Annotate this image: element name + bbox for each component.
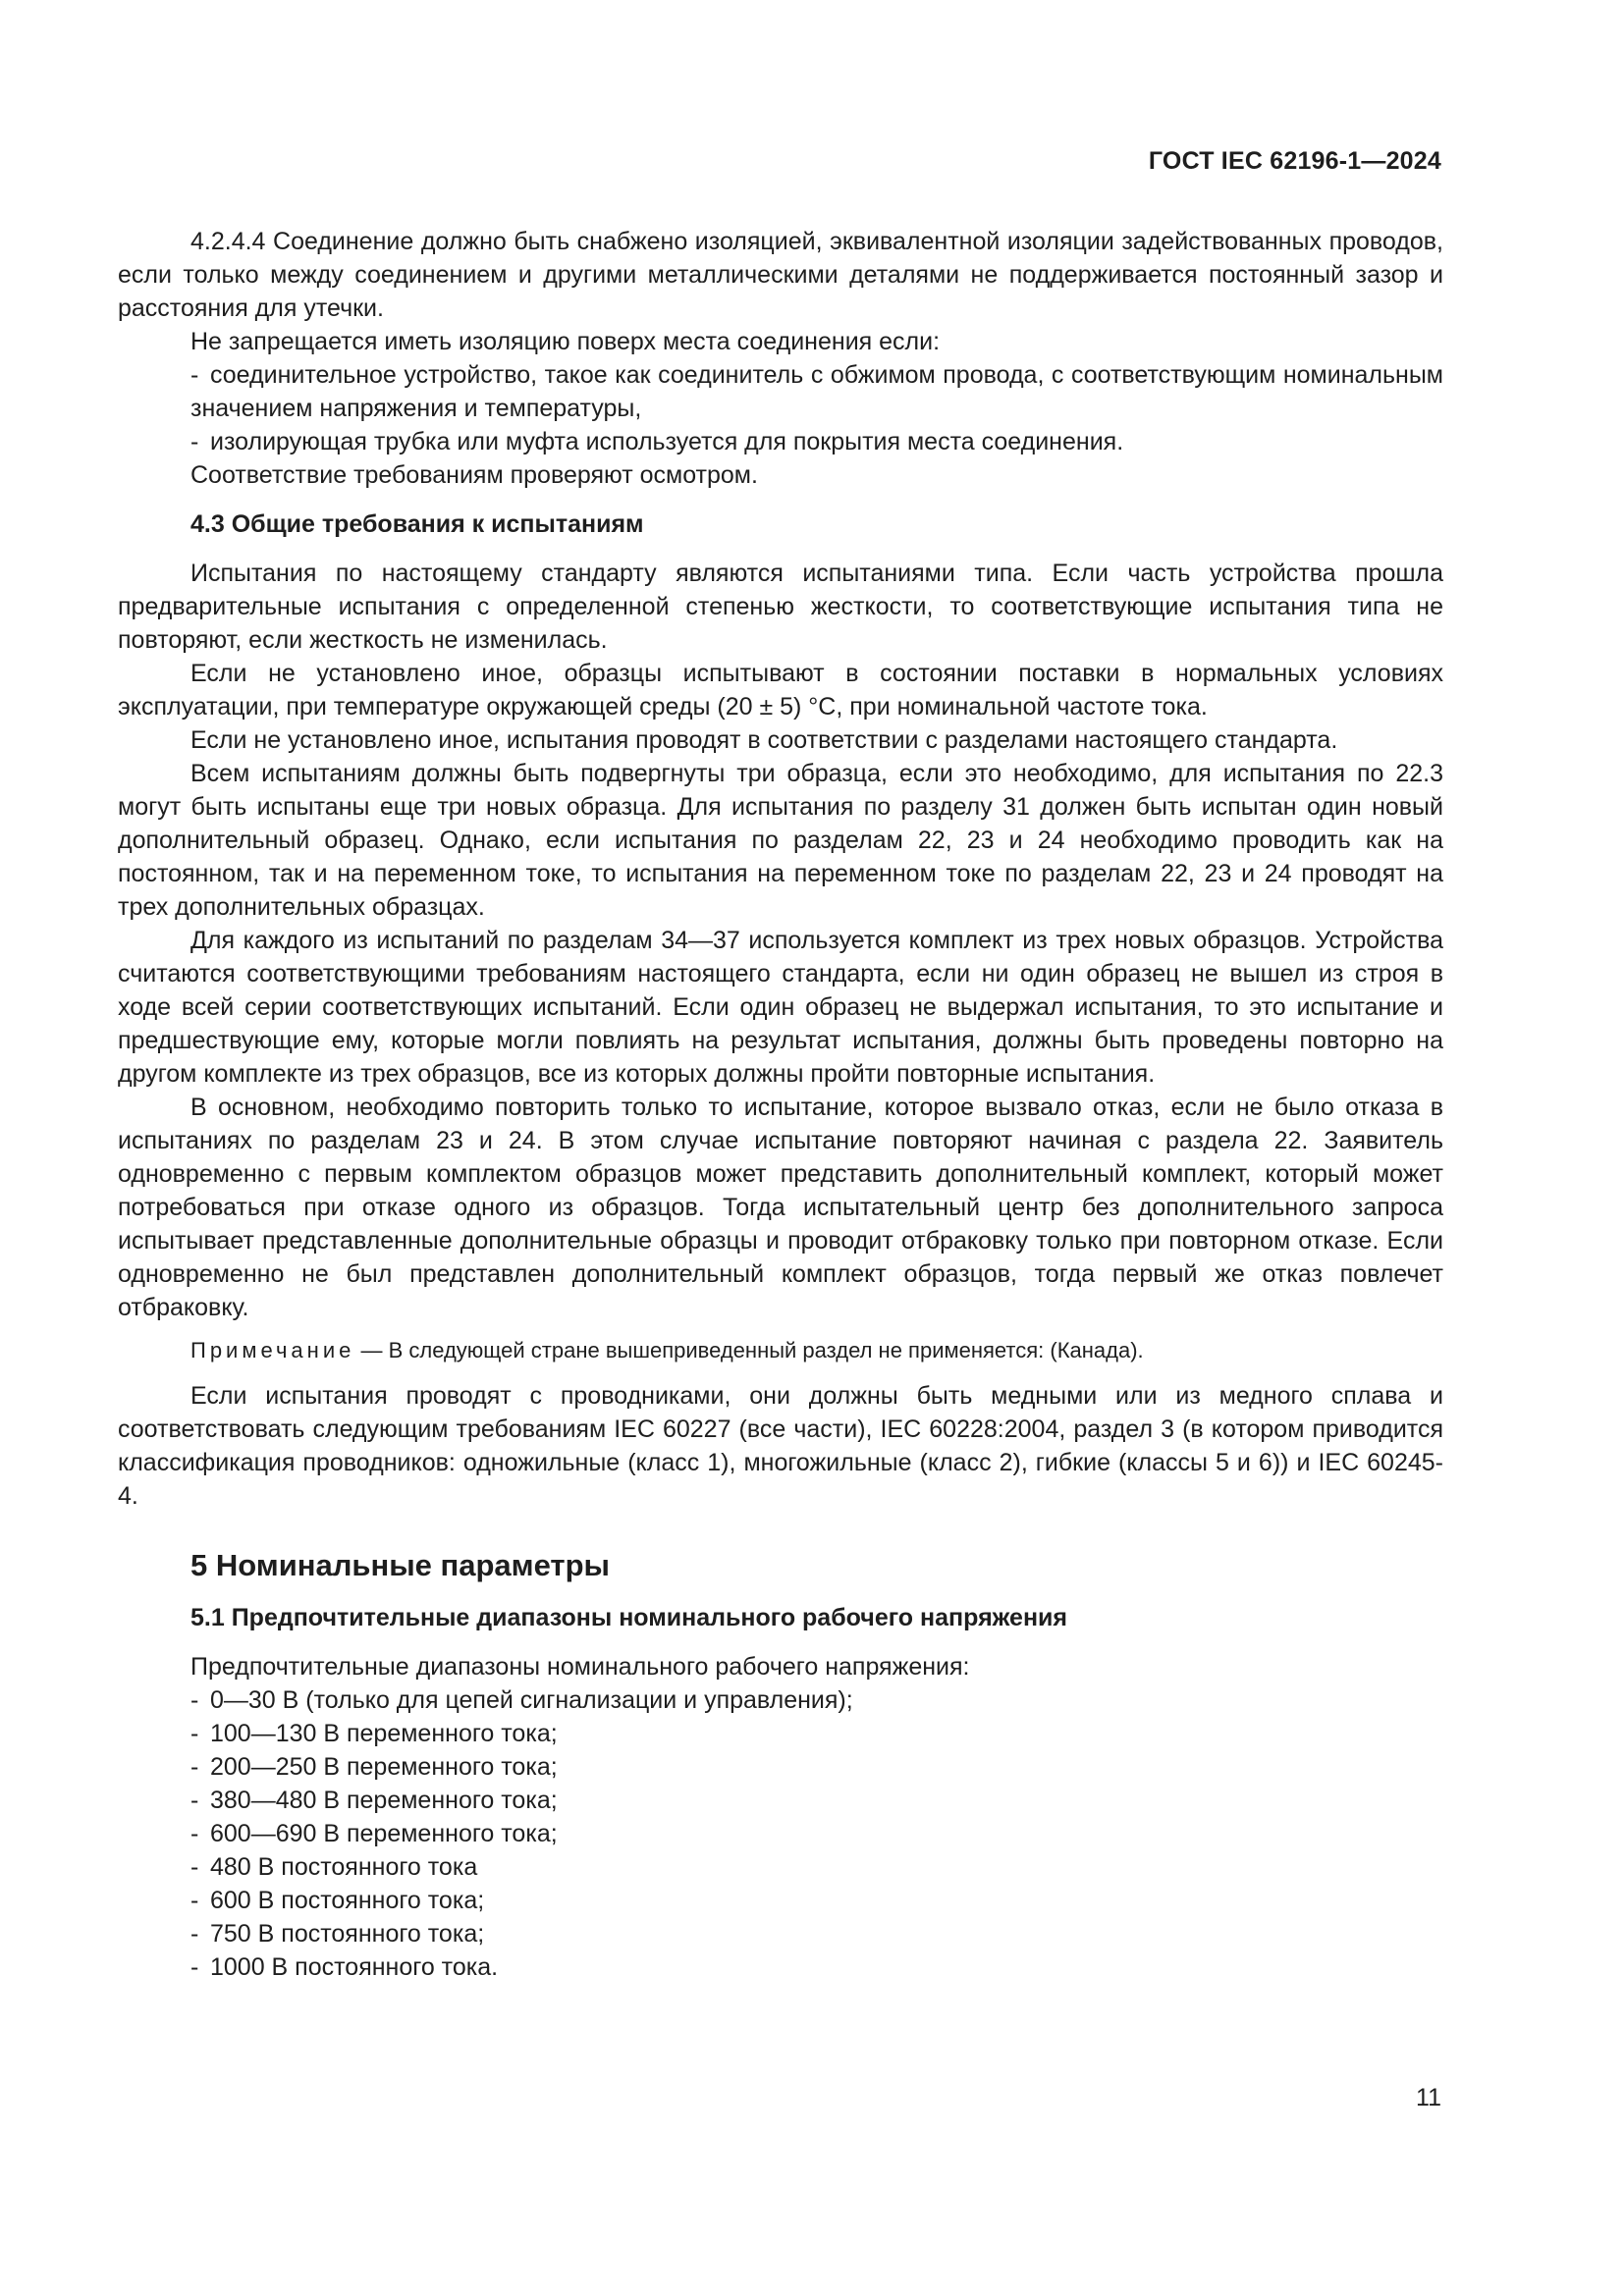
- paragraph: 4.2.4.4 Соединение должно быть снабжено изоляцией, эквивалентной изоляции задействованных проводов, если только между соединением и другими металлическими деталями не поддерживается постоянный зазор и расстояния для утечки.: [118, 228, 1443, 322]
- paragraph: Если испытания проводят с проводниками, они должны быть медными или из медного сплава и соответствовать следующим требованиям IEC 60227 (все части), IEC 60228:2004, раздел 3 (в котором приводится классификация проводников: одножильные (класс 1), многожильные (класс 2), гибкие (классы 5 и 6)) и IEC 60245-4.: [118, 1382, 1443, 1510]
- document-code-header: ГОСТ IEC 62196-1—2024: [1148, 147, 1441, 175]
- note-label: Примечание: [190, 1338, 355, 1362]
- paragraph: Испытания по настоящему стандарту являются испытаниями типа. Если часть устройства прошла предварительные испытания с определенной степенью жесткости, то соответствующие испытания типа не повторяют, если жесткость не изменилась.: [118, 560, 1443, 654]
- list-item: - 600—690 В переменного тока;: [190, 1820, 558, 1847]
- paragraph: Всем испытаниям должны быть подвергнуты три образца, если это необходимо, для испытания по 22.3 могут быть испытаны еще три новых образца. Для испытания по разделу 31 должен быть испытан один новый дополнительный образец. Однако, если испытания по разделам 22, 23 и 24 необходимо проводить как на постоянном, так и на переменном токе, то испытания на переменном токе по разделам 22, 23 и 24 проводят на трех дополнительных образцах.: [118, 760, 1443, 921]
- paragraph: Если не установлено иное, образцы испытывают в состоянии поставки в нормальных условиях эксплуатации, при температуре окружающей среды (20 ± 5) °С, при номинальной частоте тока.: [118, 660, 1443, 721]
- list-item: - 1000 В постоянного тока.: [190, 1953, 499, 1981]
- list-intro: Предпочтительные диапазоны номинального рабочего напряжения:: [190, 1653, 970, 1681]
- section-heading-5: 5 Номинальные параметры: [190, 1548, 611, 1582]
- list-item: - 380—480 В переменного тока;: [190, 1787, 558, 1814]
- list-item: - соединительное устройство, такое как соединитель с обжимом провода, с соответствующим номинальным значением напряжения и температуры,: [190, 361, 1443, 422]
- note-text: — В следующей стране вышеприведенный раздел не применяется: (Канада).: [360, 1338, 1144, 1362]
- page-number: 11: [1416, 2084, 1441, 2111]
- note: [118, 1336, 1443, 1365]
- list-item: - 200—250 В переменного тока;: [190, 1753, 558, 1781]
- paragraph: Не запрещается иметь изоляцию поверх места соединения если:: [190, 328, 941, 355]
- paragraph: Соответствие требованиям проверяют осмотром.: [190, 461, 758, 489]
- paragraph: Для каждого из испытаний по разделам 34—37 используется комплект из трех новых образцов. Устройства считаются соответствующими требованиям настоящего стандарта, если ни один образец не вышел из строя в ходе всей серии соответствующих испытаний. Если один образец не выдержал испытания, то это испытание и предшествующие ему, которые могли повлиять на результат испытания, должны быть проведены повторно на другом комплекте из трех образцов, все из которых должны пройти повторные испытания.: [118, 927, 1443, 1088]
- list-item: - изолирующая трубка или муфта используется для покрытия места соединения.: [190, 428, 1124, 455]
- list-item: - 480 В постоянного тока: [190, 1853, 478, 1881]
- voltage-range-list: [118, 1650, 1443, 1984]
- page-content: [118, 225, 1443, 1984]
- list-item: - 600 В постоянного тока;: [190, 1887, 485, 1914]
- paragraph: В основном, необходимо повторить только то испытание, которое вызвало отказ, если не было отказа в испытаниях по разделам 23 и 24. В этом случае испытание повторяют начиная с раздела 22. Заявитель одновременно с первым комплектом образцов может представить дополнительный комплект, который может потребоваться при отказе одного из образцов. Тогда испытательный центр без дополнительного запроса испытывает представленные дополнительные образцы и проводит отбраковку только при повторном отказе. Если одновременно не был представлен дополнительный комплект образцов, тогда первый же отказ повлечет отбраковку.: [118, 1094, 1443, 1321]
- paragraph: Если не установлено иное, испытания проводят в соответствии с разделами настоящего стандарта.: [190, 726, 1338, 754]
- section-heading-5-1: 5.1 Предпочтительные диапазоны номинального рабочего напряжения: [190, 1604, 1068, 1631]
- section-heading-4-3: 4.3 Общие требования к испытаниям: [190, 510, 644, 538]
- list-item: - 0—30 В (только для цепей сигнализации и управления);: [190, 1686, 853, 1714]
- list-item: - 100—130 В переменного тока;: [190, 1720, 558, 1747]
- list-item: - 750 В постоянного тока;: [190, 1920, 485, 1948]
